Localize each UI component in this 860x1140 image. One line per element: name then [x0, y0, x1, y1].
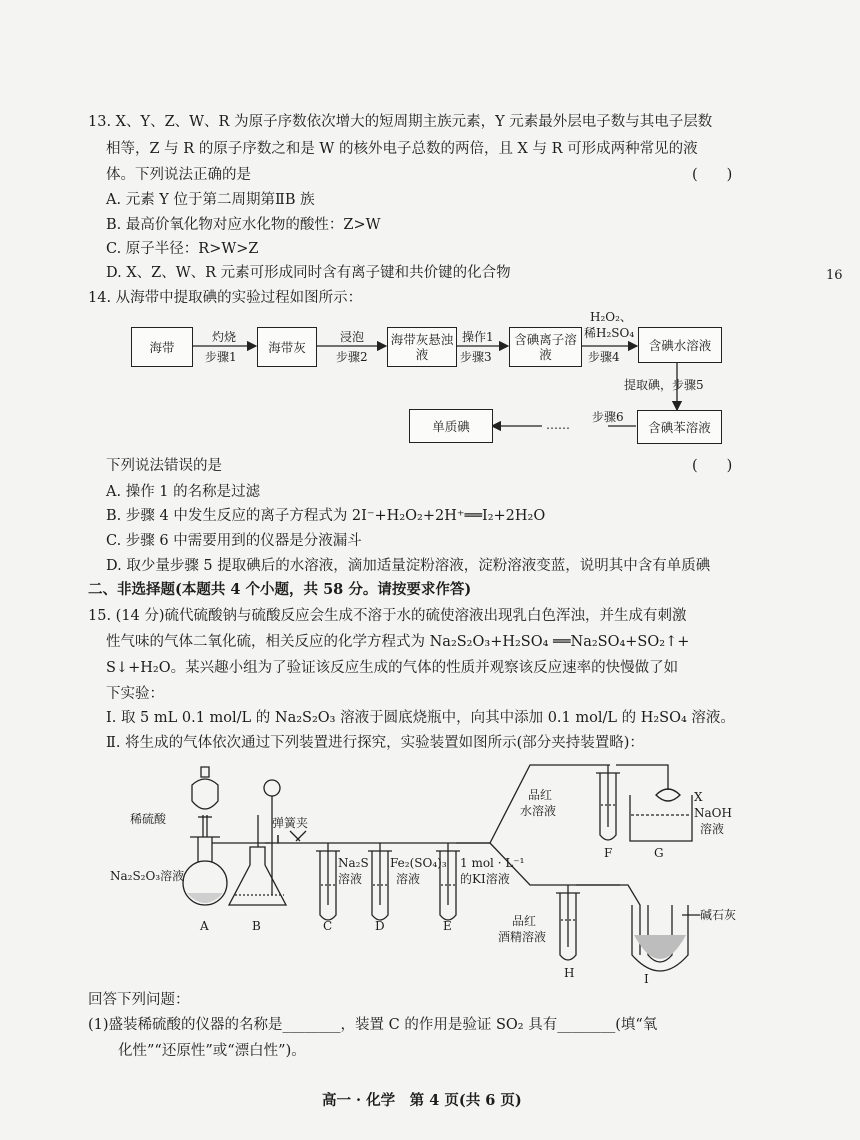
q13-option-d: D. X、Z、W、R 元素可形成同时含有离子键和共价键的化合物: [106, 265, 511, 281]
q13-line-3: 体。下列说法正确的是: [106, 167, 251, 183]
arrow-label-burn: 灼烧: [212, 330, 237, 344]
arrow-label-step4: 步骤4: [588, 350, 620, 364]
q14-ask: 下列说法错误的是: [106, 458, 222, 474]
label-i-soda-lime: 碱石灰: [700, 908, 737, 922]
label-letter-f: F: [604, 846, 613, 860]
q15-step-2: Ⅱ. 将生成的气体依次通过下列装置进行探究，实验装置如图所示(部分夹持装置略)：: [106, 735, 644, 751]
arrow-label-step3: 步骤3: [460, 350, 492, 364]
arrow-label-dilute-h2so4: 稀H₂SO₄: [584, 326, 635, 340]
arrow-label-step5: 提取碘，步骤5: [624, 378, 704, 392]
label-g-solution: 溶液: [700, 822, 725, 836]
label-letter-c: C: [323, 919, 333, 933]
label-d-2: 溶液: [396, 872, 421, 886]
label-g-naoh: NaOH: [694, 806, 732, 820]
label-d-1: Fe₂(SO₄)₃: [390, 856, 447, 870]
q15-line-3: S↓+H₂O。某兴趣小组为了验证该反应生成的气体的性质并观察该反应速率的快慢做了如: [106, 660, 679, 676]
label-letter-i: I: [644, 972, 649, 985]
q13-line-1: 13. X、Y、Z、W、R 为原子序数依次增大的短周期主族元素，Y 元素最外层电子数与其电子层数: [88, 114, 713, 130]
beaker-g-icon: [630, 795, 692, 841]
flow-box-kelp: 海带: [131, 327, 193, 367]
label-letter-g: G: [654, 846, 664, 860]
label-h-2: 酒精溶液: [498, 930, 547, 944]
funnel-stem-icon: [203, 815, 207, 837]
label-letter-d: D: [375, 919, 385, 933]
q15-step-1: Ⅰ. 取 5 mL 0.1 mol/L 的 Na₂S₂O₃ 溶液于圆底烧瓶中，向其中添加 0.1 mol/L 的 H₂SO₄ 溶液。: [106, 710, 735, 726]
q15-line-2: 性气味的气体二氧化硫，相关反应的化学方程式为 Na₂S₂O₃+H₂SO₄ ══Na₂SO₄+SO₂↑+: [106, 634, 690, 650]
label-g-x: X: [694, 790, 703, 804]
label-c-2: 溶液: [338, 872, 363, 886]
label-c-1: Na₂S: [338, 856, 369, 870]
arrow-label-soak: 浸泡: [340, 330, 365, 344]
flow-box-ash-suspension: 海带灰悬浊液: [387, 327, 457, 367]
q15-sub1-line-1: (1)盛装稀硫酸的仪器的名称是________，装置 C 的作用是验证 SO₂ 具有________(填“氧: [88, 1017, 658, 1033]
q14-option-c: C. 步骤 6 中需要用到的仪器是分液漏斗: [106, 533, 362, 549]
arrow-label-h2o2: H₂O₂、: [590, 310, 632, 324]
arrow-label-operation1: 操作1: [462, 330, 494, 344]
spring-clip-icon: [290, 831, 306, 841]
label-letter-h: H: [564, 966, 575, 980]
arrow-label-step1: 步骤1: [205, 350, 237, 364]
arrow-label-step6: 步骤6: [592, 410, 624, 424]
q14-option-b: B. 步骤 4 中发生反应的离子方程式为 2I⁻+H₂O₂+2H⁺══I₂+2H₂O: [106, 508, 546, 524]
q14-option-a: A. 操作 1 的名称是过滤: [106, 484, 261, 500]
label-letter-e: E: [443, 919, 452, 933]
label-h-1: 品红: [512, 914, 537, 928]
label-letter-b: B: [252, 919, 261, 933]
q14-answer-bracket[interactable]: ( ): [692, 458, 733, 474]
flow-box-iodine-water: 含碘水溶液: [638, 327, 722, 363]
flowchart-arrows: [0, 0, 860, 460]
q14-stem: 14. 从海带中提取碘的实验过程如图所示：: [88, 290, 363, 306]
arrow-label-dots: ……: [546, 418, 570, 432]
label-dilute-sulfuric-acid: 稀硫酸: [130, 812, 167, 826]
experiment-apparatus: [100, 755, 760, 985]
flow-box-iodine: 单质碘: [409, 409, 493, 443]
margin-page-number: 16: [826, 268, 843, 283]
section-2-heading: 二、非选择题(本题共 4 个小题，共 58 分。请按要求作答): [88, 581, 472, 598]
q13-option-b: B. 最高价氧化物对应水化物的酸性：Z>W: [106, 217, 381, 233]
arrow-label-step2: 步骤2: [336, 350, 368, 364]
flow-box-kelp-ash: 海带灰: [257, 327, 317, 367]
q14-option-d: D. 取少量步骤 5 提取碘后的水溶液，滴加适量淀粉溶液，淀粉溶液变蓝，说明其中含有单质碘: [106, 558, 711, 574]
q15-sub1-line-2: 化性”“还原性”或“漂白性”)。: [118, 1043, 306, 1059]
q13-option-c: C. 原子半径：R>W>Z: [106, 241, 259, 257]
label-e-1: 1 mol · L⁻¹: [460, 856, 525, 870]
flow-box-iodine-benzene: 含碘苯溶液: [637, 410, 722, 444]
label-e-2: 的KI溶液: [460, 872, 510, 886]
page-footer: 高一 · 化学 第 4 页(共 6 页): [322, 1092, 522, 1109]
q13-answer-bracket[interactable]: ( ): [692, 167, 733, 183]
conical-flask-icon: [229, 847, 286, 905]
q15-line-1: 15. (14 分)硫代硫酸钠与硫酸反应会生成不溶于水的硫使溶液出现乳白色浑浊，并生成有刺激: [88, 608, 687, 624]
q15-line-4: 下实验：: [106, 686, 164, 702]
label-f-2: 水溶液: [520, 804, 557, 818]
label-f-1: 品红: [528, 788, 553, 802]
flow-box-iodide-solution: 含碘离子溶液: [509, 327, 582, 367]
separatory-funnel-icon: [192, 779, 218, 809]
label-spring-clip: 弹簧夹: [272, 816, 309, 830]
label-letter-a: A: [200, 919, 209, 933]
q15-answer-prompt: 回答下列问题：: [88, 992, 190, 1008]
q13-option-a: A. 元素 Y 位于第二周期第ⅡB 族: [106, 192, 315, 208]
q13-line-2: 相等，Z 与 R 的原子序数之和是 W 的核外电子总数的两倍，且 X 与 R 可形成两种常见的液: [106, 141, 698, 157]
label-na2s2o3-solution: Na₂S₂O₃溶液: [110, 869, 185, 883]
